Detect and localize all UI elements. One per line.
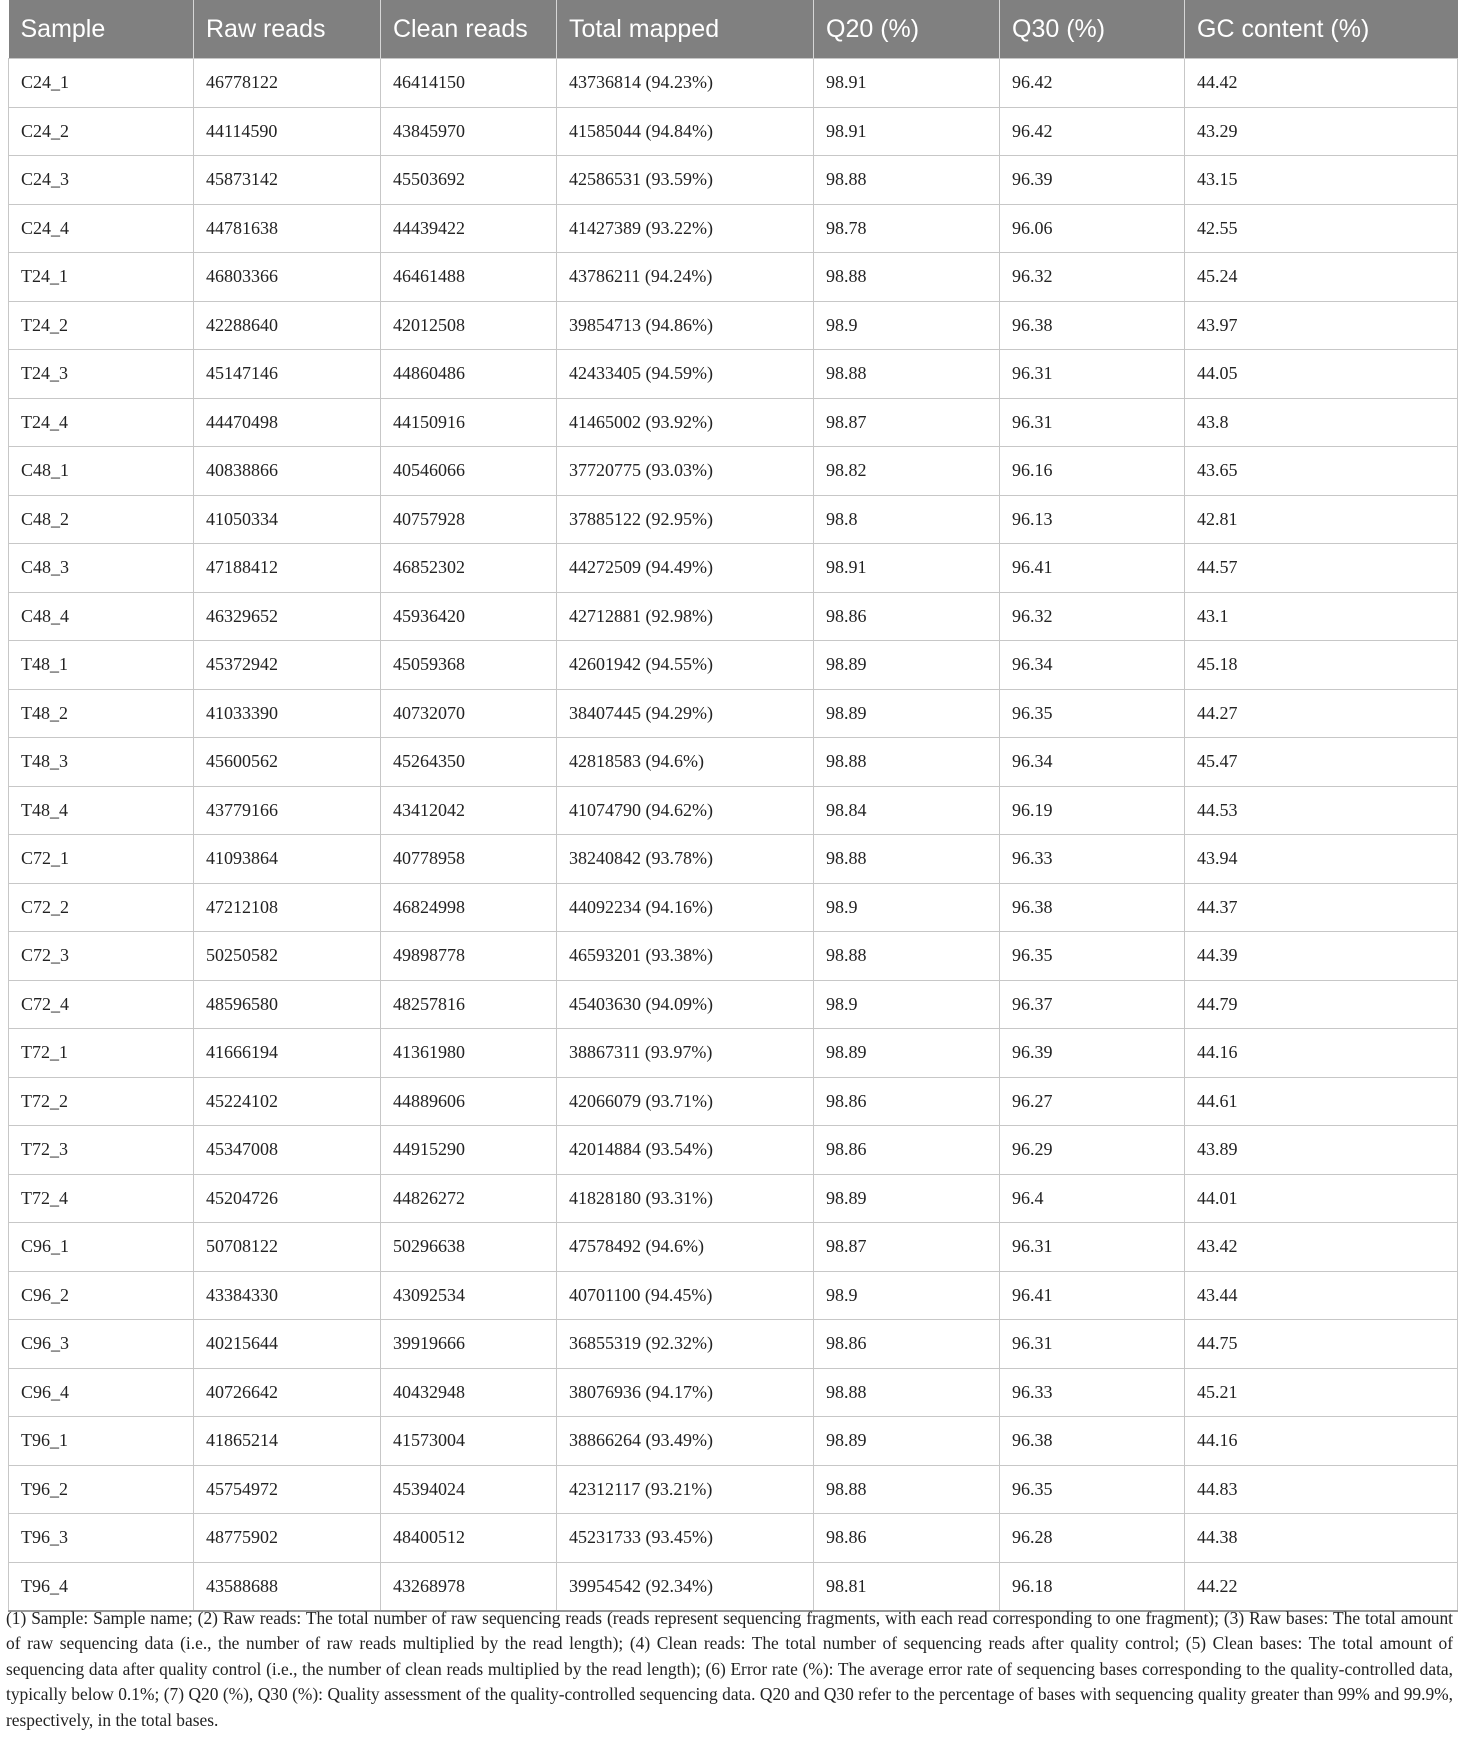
cell-sample: T24_3 [9, 350, 194, 399]
cell-total-mapped: 41828180 (93.31%) [557, 1174, 814, 1223]
cell-clean-reads: 39919666 [381, 1320, 557, 1369]
cell-q20: 98.91 [814, 59, 1000, 108]
cell-clean-reads: 44439422 [381, 204, 557, 253]
cell-sample: T72_4 [9, 1174, 194, 1223]
cell-raw-reads: 44114590 [194, 107, 381, 156]
cell-raw-reads: 45372942 [194, 641, 381, 690]
cell-gc-content: 44.05 [1185, 350, 1458, 399]
cell-q20: 98.86 [814, 1514, 1000, 1563]
cell-q30: 96.39 [1000, 1029, 1185, 1078]
cell-raw-reads: 47188412 [194, 544, 381, 593]
table-row [9, 544, 1458, 593]
cell-q30: 96.38 [1000, 883, 1185, 932]
table-row [9, 301, 1458, 350]
cell-gc-content: 45.47 [1185, 738, 1458, 787]
table-row [9, 689, 1458, 738]
cell-q20: 98.89 [814, 641, 1000, 690]
cell-total-mapped: 42586531 (93.59%) [557, 156, 814, 205]
cell-gc-content: 43.8 [1185, 398, 1458, 447]
cell-total-mapped: 41074790 (94.62%) [557, 786, 814, 835]
cell-sample: T48_2 [9, 689, 194, 738]
table-header [9, 0, 1458, 59]
cell-clean-reads: 45264350 [381, 738, 557, 787]
cell-clean-reads: 40757928 [381, 495, 557, 544]
cell-q20: 98.86 [814, 1320, 1000, 1369]
cell-gc-content: 43.42 [1185, 1223, 1458, 1272]
table-row [9, 1562, 1458, 1611]
cell-gc-content: 43.44 [1185, 1271, 1458, 1320]
cell-q20: 98.8 [814, 495, 1000, 544]
table-row [9, 1417, 1458, 1466]
cell-total-mapped: 42066079 (93.71%) [557, 1077, 814, 1126]
table-row [9, 1077, 1458, 1126]
cell-q20: 98.82 [814, 447, 1000, 496]
table-row [9, 156, 1458, 205]
table-row [9, 447, 1458, 496]
cell-total-mapped: 38240842 (93.78%) [557, 835, 814, 884]
cell-sample: C72_4 [9, 980, 194, 1029]
cell-total-mapped: 36855319 (92.32%) [557, 1320, 814, 1369]
cell-raw-reads: 45204726 [194, 1174, 381, 1223]
cell-gc-content: 43.97 [1185, 301, 1458, 350]
cell-sample: T72_1 [9, 1029, 194, 1078]
table-row [9, 738, 1458, 787]
cell-clean-reads: 42012508 [381, 301, 557, 350]
cell-total-mapped: 47578492 (94.6%) [557, 1223, 814, 1272]
cell-total-mapped: 46593201 (93.38%) [557, 932, 814, 981]
cell-clean-reads: 46824998 [381, 883, 557, 932]
cell-q20: 98.9 [814, 883, 1000, 932]
cell-q20: 98.87 [814, 398, 1000, 447]
cell-total-mapped: 37720775 (93.03%) [557, 447, 814, 496]
cell-total-mapped: 43786211 (94.24%) [557, 253, 814, 302]
cell-raw-reads: 45224102 [194, 1077, 381, 1126]
cell-q20: 98.88 [814, 738, 1000, 787]
cell-gc-content: 44.39 [1185, 932, 1458, 981]
sequencing-stats-table [8, 0, 1458, 1612]
cell-gc-content: 44.27 [1185, 689, 1458, 738]
cell-gc-content: 44.61 [1185, 1077, 1458, 1126]
cell-sample: T48_1 [9, 641, 194, 690]
cell-sample: T24_1 [9, 253, 194, 302]
cell-sample: C24_4 [9, 204, 194, 253]
cell-q30: 96.35 [1000, 689, 1185, 738]
cell-clean-reads: 45394024 [381, 1465, 557, 1514]
cell-total-mapped: 42014884 (93.54%) [557, 1126, 814, 1175]
cell-q30: 96.41 [1000, 1271, 1185, 1320]
table-row [9, 1029, 1458, 1078]
cell-clean-reads: 46852302 [381, 544, 557, 593]
cell-gc-content: 44.42 [1185, 59, 1458, 108]
table-row [9, 1465, 1458, 1514]
cell-sample: C48_2 [9, 495, 194, 544]
cell-q20: 98.89 [814, 689, 1000, 738]
cell-gc-content: 45.24 [1185, 253, 1458, 302]
cell-q30: 96.18 [1000, 1562, 1185, 1611]
cell-clean-reads: 44889606 [381, 1077, 557, 1126]
cell-total-mapped: 41465002 (93.92%) [557, 398, 814, 447]
cell-raw-reads: 50250582 [194, 932, 381, 981]
cell-total-mapped: 37885122 (92.95%) [557, 495, 814, 544]
cell-sample: C96_4 [9, 1368, 194, 1417]
cell-sample: T96_3 [9, 1514, 194, 1563]
table-row [9, 1223, 1458, 1272]
cell-gc-content: 44.16 [1185, 1417, 1458, 1466]
cell-clean-reads: 46414150 [381, 59, 557, 108]
cell-q20: 98.9 [814, 1271, 1000, 1320]
cell-q30: 96.32 [1000, 253, 1185, 302]
cell-clean-reads: 44826272 [381, 1174, 557, 1223]
cell-q20: 98.78 [814, 204, 1000, 253]
cell-q30: 96.34 [1000, 738, 1185, 787]
cell-clean-reads: 48400512 [381, 1514, 557, 1563]
cell-q20: 98.88 [814, 156, 1000, 205]
cell-total-mapped: 41427389 (93.22%) [557, 204, 814, 253]
table-row [9, 980, 1458, 1029]
header-total-mapped: Total mapped [557, 0, 814, 59]
cell-sample: C48_1 [9, 447, 194, 496]
cell-total-mapped: 41585044 (94.84%) [557, 107, 814, 156]
cell-q20: 98.86 [814, 1126, 1000, 1175]
header-q30: Q30 (%) [1000, 0, 1185, 59]
cell-clean-reads: 50296638 [381, 1223, 557, 1272]
cell-clean-reads: 45503692 [381, 156, 557, 205]
cell-raw-reads: 41093864 [194, 835, 381, 884]
cell-clean-reads: 44915290 [381, 1126, 557, 1175]
cell-q30: 96.33 [1000, 835, 1185, 884]
header-row [9, 0, 1458, 59]
cell-raw-reads: 45600562 [194, 738, 381, 787]
cell-raw-reads: 50708122 [194, 1223, 381, 1272]
cell-q20: 98.91 [814, 544, 1000, 593]
table-row [9, 1368, 1458, 1417]
cell-clean-reads: 40732070 [381, 689, 557, 738]
cell-raw-reads: 40215644 [194, 1320, 381, 1369]
table-row [9, 1174, 1458, 1223]
cell-sample: T24_2 [9, 301, 194, 350]
cell-q30: 96.39 [1000, 156, 1185, 205]
cell-raw-reads: 41865214 [194, 1417, 381, 1466]
cell-sample: C24_1 [9, 59, 194, 108]
cell-q20: 98.88 [814, 1368, 1000, 1417]
cell-raw-reads: 42288640 [194, 301, 381, 350]
cell-sample: T24_4 [9, 398, 194, 447]
table-row [9, 253, 1458, 302]
table-row [9, 883, 1458, 932]
cell-clean-reads: 45059368 [381, 641, 557, 690]
cell-q20: 98.88 [814, 835, 1000, 884]
cell-sample: C24_2 [9, 107, 194, 156]
cell-total-mapped: 44272509 (94.49%) [557, 544, 814, 593]
cell-clean-reads: 41573004 [381, 1417, 557, 1466]
cell-total-mapped: 42712881 (92.98%) [557, 592, 814, 641]
cell-q30: 96.32 [1000, 592, 1185, 641]
cell-gc-content: 45.18 [1185, 641, 1458, 690]
table-footnote: (1) Sample: Sample name; (2) Raw reads: The total number of raw sequencing reads (reads represent sequencing fragments, with each read corresponding to one fragment); (3) Raw bases: The total amount of raw sequencing data (i.e., the number of raw reads multiplied by the read length); (4) Clean reads: The total number of sequencing reads after quality control; (5) Clean bases: The total amount of sequencing data after quality control (i.e., the number of clean reads multiplied by the read length); (6) Error rate (%): The average error rate of sequencing bases corresponding to the quality-controlled data, typically below 0.1%; (7) Q20 (%), Q30 (%): Quality assessment of the quality-controlled sequencing data. Q20 and Q30 refer to the percentage of bases with sequencing quality greater than 99% and 99.9%, respectively, in the total bases. [6, 1608, 1453, 1730]
cell-raw-reads: 46778122 [194, 59, 381, 108]
cell-raw-reads: 47212108 [194, 883, 381, 932]
cell-q30: 96.37 [1000, 980, 1185, 1029]
cell-total-mapped: 44092234 (94.16%) [557, 883, 814, 932]
cell-q30: 96.38 [1000, 1417, 1185, 1466]
table-row [9, 786, 1458, 835]
cell-total-mapped: 38076936 (94.17%) [557, 1368, 814, 1417]
cell-gc-content: 43.1 [1185, 592, 1458, 641]
table-row [9, 204, 1458, 253]
cell-q20: 98.84 [814, 786, 1000, 835]
cell-sample: T96_4 [9, 1562, 194, 1611]
cell-total-mapped: 38407445 (94.29%) [557, 689, 814, 738]
cell-total-mapped: 42818583 (94.6%) [557, 738, 814, 787]
cell-q30: 96.41 [1000, 544, 1185, 593]
cell-q20: 98.89 [814, 1417, 1000, 1466]
cell-q20: 98.89 [814, 1174, 1000, 1223]
cell-gc-content: 44.22 [1185, 1562, 1458, 1611]
cell-q30: 96.06 [1000, 204, 1185, 253]
cell-total-mapped: 45231733 (93.45%) [557, 1514, 814, 1563]
cell-raw-reads: 45873142 [194, 156, 381, 205]
table-row [9, 350, 1458, 399]
header-sample: Sample [9, 0, 194, 59]
table-row [9, 1514, 1458, 1563]
cell-q30: 96.42 [1000, 59, 1185, 108]
cell-clean-reads: 43092534 [381, 1271, 557, 1320]
cell-total-mapped: 42312117 (93.21%) [557, 1465, 814, 1514]
cell-q30: 96.35 [1000, 932, 1185, 981]
cell-clean-reads: 49898778 [381, 932, 557, 981]
cell-total-mapped: 38867311 (93.97%) [557, 1029, 814, 1078]
cell-gc-content: 44.37 [1185, 883, 1458, 932]
table-row [9, 592, 1458, 641]
cell-clean-reads: 40432948 [381, 1368, 557, 1417]
table-row [9, 1320, 1458, 1369]
cell-clean-reads: 43268978 [381, 1562, 557, 1611]
cell-clean-reads: 44150916 [381, 398, 557, 447]
cell-q30: 96.28 [1000, 1514, 1185, 1563]
table-row [9, 495, 1458, 544]
cell-q30: 96.31 [1000, 398, 1185, 447]
cell-q30: 96.4 [1000, 1174, 1185, 1223]
cell-q30: 96.33 [1000, 1368, 1185, 1417]
cell-q20: 98.91 [814, 107, 1000, 156]
cell-gc-content: 43.89 [1185, 1126, 1458, 1175]
cell-q30: 96.31 [1000, 350, 1185, 399]
header-gc-content: GC content (%) [1185, 0, 1458, 59]
cell-total-mapped: 42601942 (94.55%) [557, 641, 814, 690]
cell-q20: 98.81 [814, 1562, 1000, 1611]
cell-gc-content: 44.16 [1185, 1029, 1458, 1078]
cell-sample: C72_3 [9, 932, 194, 981]
cell-q30: 96.31 [1000, 1223, 1185, 1272]
cell-q30: 96.16 [1000, 447, 1185, 496]
cell-sample: C96_3 [9, 1320, 194, 1369]
cell-gc-content: 44.01 [1185, 1174, 1458, 1223]
cell-sample: C72_1 [9, 835, 194, 884]
cell-total-mapped: 39854713 (94.86%) [557, 301, 814, 350]
cell-q30: 96.27 [1000, 1077, 1185, 1126]
cell-gc-content: 44.57 [1185, 544, 1458, 593]
cell-raw-reads: 40726642 [194, 1368, 381, 1417]
cell-total-mapped: 42433405 (94.59%) [557, 350, 814, 399]
cell-sample: C72_2 [9, 883, 194, 932]
cell-total-mapped: 38866264 (93.49%) [557, 1417, 814, 1466]
cell-gc-content: 44.83 [1185, 1465, 1458, 1514]
cell-raw-reads: 43384330 [194, 1271, 381, 1320]
cell-q30: 96.31 [1000, 1320, 1185, 1369]
cell-raw-reads: 43779166 [194, 786, 381, 835]
cell-sample: T96_1 [9, 1417, 194, 1466]
cell-sample: C24_3 [9, 156, 194, 205]
cell-q20: 98.88 [814, 350, 1000, 399]
cell-q30: 96.13 [1000, 495, 1185, 544]
cell-raw-reads: 44781638 [194, 204, 381, 253]
cell-q20: 98.89 [814, 1029, 1000, 1078]
cell-raw-reads: 41033390 [194, 689, 381, 738]
cell-gc-content: 43.15 [1185, 156, 1458, 205]
table-body [9, 59, 1458, 1612]
cell-raw-reads: 43588688 [194, 1562, 381, 1611]
cell-q20: 98.86 [814, 1077, 1000, 1126]
cell-gc-content: 42.55 [1185, 204, 1458, 253]
cell-clean-reads: 44860486 [381, 350, 557, 399]
cell-gc-content: 42.81 [1185, 495, 1458, 544]
table-row [9, 1271, 1458, 1320]
table-row [9, 835, 1458, 884]
cell-raw-reads: 48775902 [194, 1514, 381, 1563]
cell-total-mapped: 45403630 (94.09%) [557, 980, 814, 1029]
cell-clean-reads: 48257816 [381, 980, 557, 1029]
cell-q20: 98.9 [814, 301, 1000, 350]
cell-sample: T48_4 [9, 786, 194, 835]
cell-q20: 98.87 [814, 1223, 1000, 1272]
cell-clean-reads: 40778958 [381, 835, 557, 884]
cell-raw-reads: 40838866 [194, 447, 381, 496]
table-row [9, 398, 1458, 447]
cell-q20: 98.86 [814, 592, 1000, 641]
cell-sample: C48_3 [9, 544, 194, 593]
header-q20: Q20 (%) [814, 0, 1000, 59]
table-row [9, 59, 1458, 108]
cell-raw-reads: 48596580 [194, 980, 381, 1029]
cell-gc-content: 44.75 [1185, 1320, 1458, 1369]
cell-raw-reads: 45347008 [194, 1126, 381, 1175]
cell-q20: 98.88 [814, 1465, 1000, 1514]
cell-raw-reads: 41666194 [194, 1029, 381, 1078]
cell-sample: T72_3 [9, 1126, 194, 1175]
cell-q20: 98.88 [814, 253, 1000, 302]
table-row [9, 1126, 1458, 1175]
cell-sample: T48_3 [9, 738, 194, 787]
cell-raw-reads: 44470498 [194, 398, 381, 447]
cell-raw-reads: 46803366 [194, 253, 381, 302]
cell-sample: C48_4 [9, 592, 194, 641]
cell-gc-content: 44.53 [1185, 786, 1458, 835]
cell-gc-content: 44.79 [1185, 980, 1458, 1029]
table-row [9, 932, 1458, 981]
cell-q30: 96.38 [1000, 301, 1185, 350]
cell-q30: 96.35 [1000, 1465, 1185, 1514]
cell-gc-content: 43.65 [1185, 447, 1458, 496]
header-clean-reads: Clean reads [381, 0, 557, 59]
cell-total-mapped: 40701100 (94.45%) [557, 1271, 814, 1320]
cell-clean-reads: 40546066 [381, 447, 557, 496]
cell-sample: C96_2 [9, 1271, 194, 1320]
cell-sample: T72_2 [9, 1077, 194, 1126]
table-row [9, 641, 1458, 690]
cell-raw-reads: 45754972 [194, 1465, 381, 1514]
cell-q30: 96.29 [1000, 1126, 1185, 1175]
cell-clean-reads: 43412042 [381, 786, 557, 835]
cell-q30: 96.34 [1000, 641, 1185, 690]
cell-raw-reads: 46329652 [194, 592, 381, 641]
cell-gc-content: 44.38 [1185, 1514, 1458, 1563]
cell-q30: 96.42 [1000, 107, 1185, 156]
cell-gc-content: 43.29 [1185, 107, 1458, 156]
cell-raw-reads: 41050334 [194, 495, 381, 544]
cell-clean-reads: 45936420 [381, 592, 557, 641]
cell-q30: 96.19 [1000, 786, 1185, 835]
cell-sample: T96_2 [9, 1465, 194, 1514]
cell-clean-reads: 41361980 [381, 1029, 557, 1078]
cell-total-mapped: 39954542 (92.34%) [557, 1562, 814, 1611]
header-raw-reads: Raw reads [194, 0, 381, 59]
table-row [9, 107, 1458, 156]
table-container [8, 0, 1457, 1612]
cell-total-mapped: 43736814 (94.23%) [557, 59, 814, 108]
cell-gc-content: 45.21 [1185, 1368, 1458, 1417]
cell-q20: 98.88 [814, 932, 1000, 981]
cell-raw-reads: 45147146 [194, 350, 381, 399]
cell-q20: 98.9 [814, 980, 1000, 1029]
cell-clean-reads: 43845970 [381, 107, 557, 156]
cell-clean-reads: 46461488 [381, 253, 557, 302]
cell-gc-content: 43.94 [1185, 835, 1458, 884]
cell-sample: C96_1 [9, 1223, 194, 1272]
